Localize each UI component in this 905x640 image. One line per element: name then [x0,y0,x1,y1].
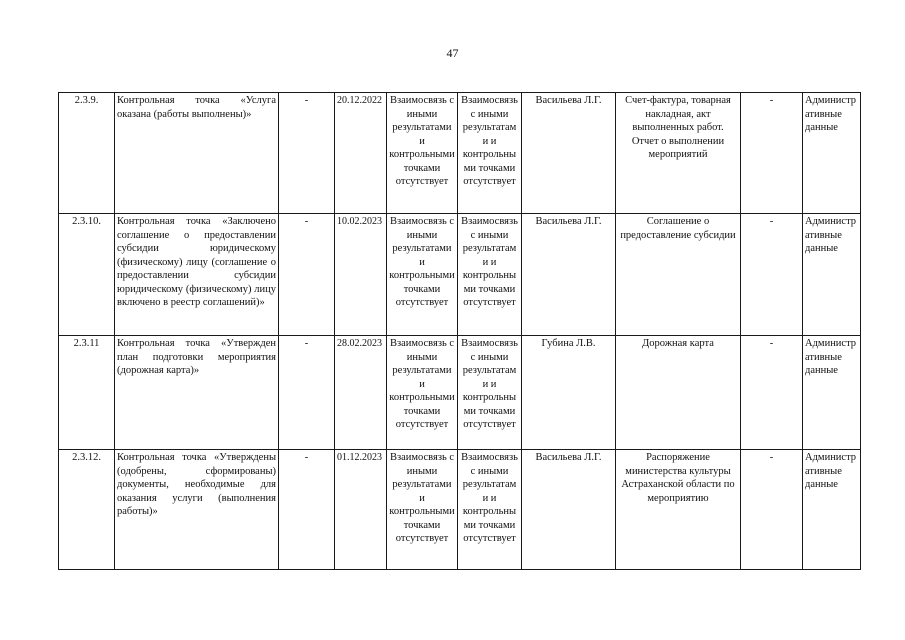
control-point-name-cell: Контрольная точка «Утвержден план подготовки мероприятия (дорожная карта)» [115,336,279,450]
relation-cell: Взаимосвязь с иными результатами и контрольными точками отсутствует [387,93,458,214]
dash-cell: - [741,214,803,336]
relation-cell: Взаимосвязь с иными результатами и контрольными точками отсутствует [458,93,522,214]
information-system-cell: Административные данные [803,214,861,336]
supporting-document-cell: Счет-фактура, товарная накладная, акт выполненных работ. Отчет о выполнении мероприятий [616,93,741,214]
row-number-cell: 2.3.11 [59,336,115,450]
information-system-cell: Административные данные [803,336,861,450]
responsible-person-cell: Васильева Л.Г. [522,214,616,336]
dash-cell: - [741,336,803,450]
supporting-document-cell: Распоряжение министерства культуры Астраханской области по мероприятию [616,450,741,570]
dash-cell: - [741,450,803,570]
table-row [59,214,861,336]
table-row [59,93,861,214]
control-point-name-cell: Контрольная точка «Услуга оказана (работы выполнены)» [115,93,279,214]
dash-cell: - [741,93,803,214]
base-value-cell: - [279,214,335,336]
relation-cell: Взаимосвязь с иными результатами и контрольными точками отсутствует [458,214,522,336]
deadline-date-cell: 28.02.2023 [335,336,387,450]
responsible-person-cell: Губина Л.В. [522,336,616,450]
base-value-cell: - [279,450,335,570]
responsible-person-cell: Васильева Л.Г. [522,450,616,570]
relation-cell: Взаимосвязь с иными результатами и контрольными точками отсутствует [387,336,458,450]
table-row [59,450,861,570]
deadline-date-cell: 20.12.2022 [335,93,387,214]
control-points-table [58,92,861,570]
base-value-cell: - [279,336,335,450]
supporting-document-cell: Соглашение о предоставление субсидии [616,214,741,336]
relation-cell: Взаимосвязь с иными результатами и контрольными точками отсутствует [387,214,458,336]
deadline-date-cell: 10.02.2023 [335,214,387,336]
relation-cell: Взаимосвязь с иными результатами и контрольными точками отсутствует [458,450,522,570]
deadline-date-cell: 01.12.2023 [335,450,387,570]
row-number-cell: 2.3.10. [59,214,115,336]
row-number-cell: 2.3.9. [59,93,115,214]
responsible-person-cell: Васильева Л.Г. [522,93,616,214]
control-point-name-cell: Контрольная точка «Утверждены (одобрены, сформированы) документы, необходимые для оказания услуги (выполнения работы)» [115,450,279,570]
supporting-document-cell: Дорожная карта [616,336,741,450]
relation-cell: Взаимосвязь с иными результатами и контрольными точками отсутствует [387,450,458,570]
information-system-cell: Административные данные [803,93,861,214]
page-number: 47 [446,46,459,60]
row-number-cell: 2.3.12. [59,450,115,570]
relation-cell: Взаимосвязь с иными результатами и контрольными точками отсутствует [458,336,522,450]
table-row [59,336,861,450]
control-point-name-cell: Контрольная точка «Заключено соглашение о предоставлении субсидии юридическому (физическому) лицу (соглашение о предоставлении субсидии юридическому (физическому) лицу включено в реестр соглашений)» [115,214,279,336]
information-system-cell: Административные данные [803,450,861,570]
base-value-cell: - [279,93,335,214]
